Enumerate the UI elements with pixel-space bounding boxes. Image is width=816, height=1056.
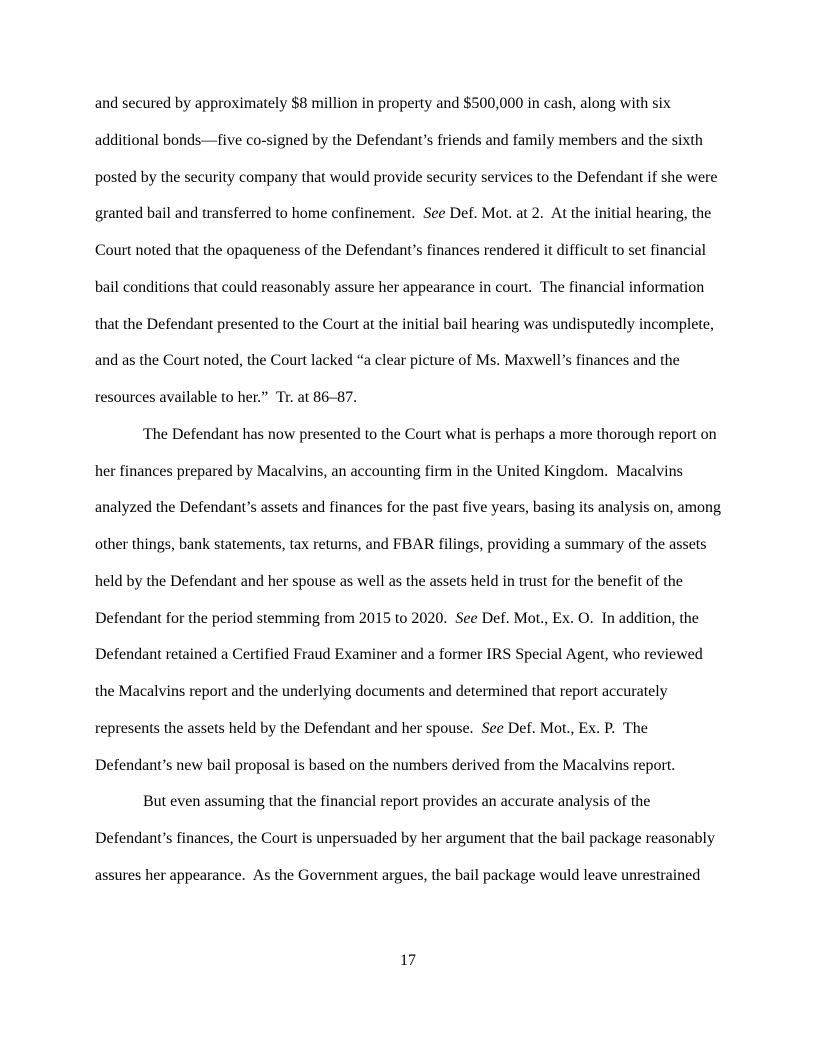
text-run: The Defendant has now presented to the Court what is perhaps a more thorough report on her finances prepared by Macalvins, an accounting firm in the United Kingdom. Macalvins analyzed the Defendant’s assets and finances for the past five years, basing its analysis on, among other things, bank statements, tax returns, and FBAR filings, providing a summary of the assets held by the Defendant and her spouse as well as the assets held in trust for the benefit of the Defendant for the period stemming from 2015 to 2020.	[95, 425, 726, 627]
paragraph	[95, 417, 726, 785]
text-run: But even assuming that the financial report provides an accurate analysis of the Defendant’s finances, the Court is unpersuaded by her argument that the bail package reasonably assures her appearance. As the Government argues, the bail package would leave unrestrained	[95, 793, 719, 884]
citation-signal-italic: See	[455, 609, 478, 627]
page-number: 17	[400, 952, 416, 969]
text-run: Def. Mot., Ex. O. In addition, the Defendant retained a Certified Fraud Examiner and a former IRS Special Agent, who reviewed the Macalvins report and the underlying documents and determined that report accurately represents the assets held by the Defendant and her spouse.	[95, 609, 707, 737]
citation-signal-italic: See	[481, 719, 504, 737]
page-footer	[0, 951, 816, 971]
text-run: Def. Mot. at 2. At the initial hearing, the Court noted that the opaqueness of the Defendant’s finances rendered it difficult to set financial bail conditions that could reasonably assure her appearance in court. The financial information that the Defendant presented to the Court at the initial bail hearing was undisputedly incomplete, and as the Court noted, the Court lacked “a clear picture of Ms. Maxwell’s finances and the resources available to her.” Tr. at 86–87.	[95, 205, 718, 406]
citation-signal-italic: See	[423, 205, 446, 223]
document-body	[95, 86, 726, 895]
paragraph	[95, 784, 723, 894]
text-run: Def. Mot., Ex. P. The Defendant’s new bail proposal is based on the numbers derived from the Macalvins report.	[95, 719, 676, 774]
paragraph	[95, 86, 723, 417]
text-run: and secured by approximately $8 million in property and $500,000 in cash, along with six additional bonds—five co-signed by the Defendant’s friends and family members and the sixth posted by the security company that would provide security services to the Defendant if she were granted bail and transferred to home confinement.	[95, 95, 722, 223]
